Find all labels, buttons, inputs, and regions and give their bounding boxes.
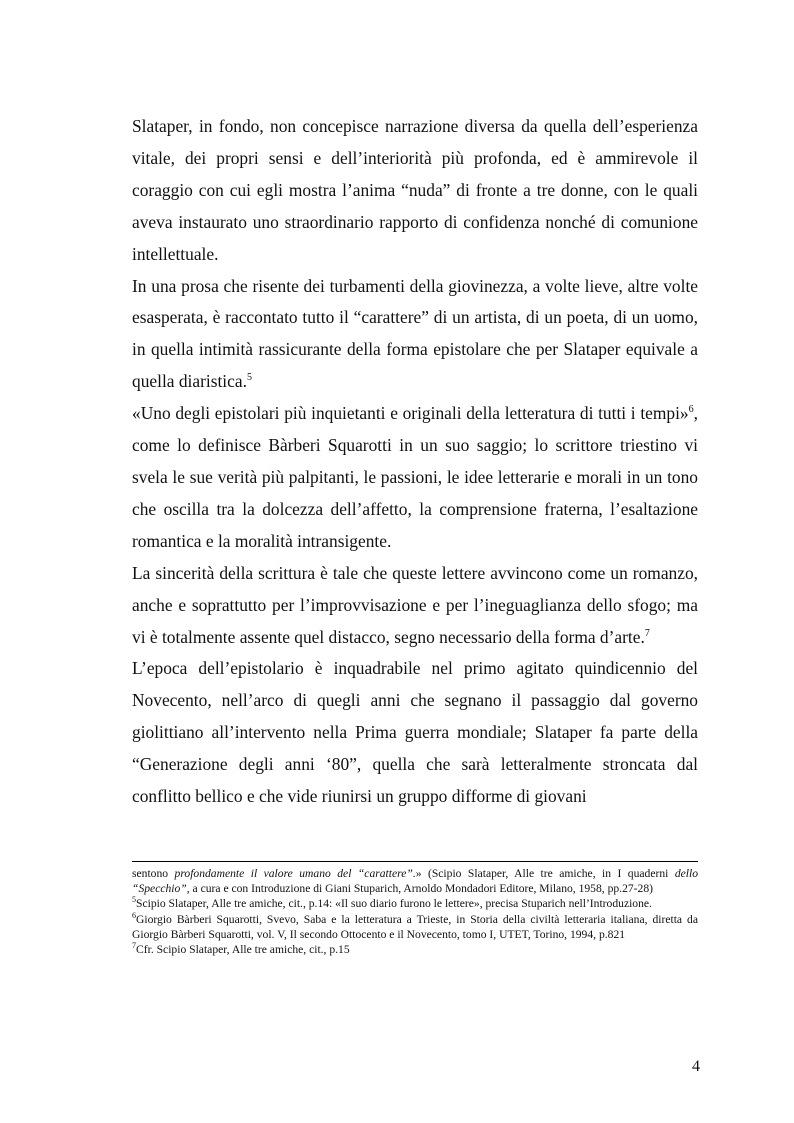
paragraph-text: Slataper, in fondo, non concepisce narrazione diversa da quella dell’esperienza vitale, dei propri sensi e dell’interiorità più profonda, ed è ammirevole il coraggio con cui egli mostra l’anima “nuda” di fronte a tre donne, con le quali aveva instaurato uno straordinario rapporto di confidenza nonché di comunione intellettuale. [132,116,698,264]
footnote-number: 6 [132,910,136,920]
footnote-text: Scipio Slataper, Alle tre amiche, cit., p.14: «Il suo diario furono le lettere», precisa Stuparich nell’Introduzione. [136,897,652,911]
footnote-text: Cfr. Scipio Slataper, Alle tre amiche, cit., p.15 [136,943,350,957]
body-text [132,111,698,813]
footnote-number: 7 [132,941,136,951]
paragraph-4 [132,558,698,654]
footnote-ref-6: 6 [688,404,694,416]
paragraph-3 [132,398,698,558]
footnote-text: sentono [132,867,175,880]
footnote-continuation [132,866,698,896]
paragraph-5 [132,653,698,813]
paragraph-2 [132,271,698,399]
footnote-text: Giorgio Bàrberi Squarotti, Svevo, Saba e la letteratura a Trieste, in Storia della civiltà letteraria italiana, diretta da Giorgio Bàrberi Squarotti, vol. V, Il secondo Ottocento e il Novecento, tomo I, UTET, Torino, 1994, p.821 [132,912,698,941]
footnote-text: , a cura e con Introduzione di Giani Stuparich, Arnoldo Mondadori Editore, Milano, 1958, pp.27-28) [186,882,653,896]
footnotes [132,866,698,957]
paragraph-text: In una prosa che risente dei turbamenti della giovinezza, a volte lieve, altre volte esasperata, è raccontato tutto il “carattere” di un artista, di un poeta, di un uomo, in quella intimità rassicurante della forma epistolare che per Slataper equivale a quella diaristica. [132,275,698,392]
footnote-ref-7: 7 [644,627,650,639]
paragraph-text: La sincerità della scrittura è tale che queste lettere avvincono come un romanzo, anche e soprattutto per l’improvvisazione e per l’ineguaglianza dello sfogo; ma vi è totalmente assente quel distacco, segno necessario della forma d’arte. [132,562,698,647]
footnote-separator [132,861,698,862]
footnote-italic-text: dello “Specchio” [132,867,698,896]
paragraph-text: L’epoca dell’epistolario è inquadrabile nel primo agitato quindicennio del Novecento, nell’arco di quegli anni che segnano il passaggio dal governo giolittiano all’intervento nella Prima guerra mondiale; Slataper fa parte della “Generazione degli anni ‘80”, quella che sarà letteralmente stroncata dal conflitto bellico e che vide riunirsi un gruppo difforme di giovani [132,658,698,807]
quoted-text: «Uno degli epistolari più inquietanti e originali della letteratura di tutti i tempi» [132,403,689,424]
footnote-number: 5 [132,895,136,905]
paragraph-text: , come lo definisce Bàrberi Squarotti in un suo saggio; lo scrittore triestino vi svela le sue verità più palpitanti, le passioni, le idee letterarie e morali in un tono che oscilla tra la dolcezza dell’affetto, la comprensione fraterna, l’esaltazione romantica e la moralità intransigente. [132,403,698,551]
page-number: 4 [692,1058,700,1075]
paragraph-1 [132,111,698,271]
footnote-text: » (Scipio Slataper, Alle tre amiche, in I quaderni [415,867,675,880]
footnote-5 [132,896,698,911]
footnote-6 [132,912,698,942]
footnote-7 [132,942,698,957]
footnote-italic-text: profondamente il valore umano del “carattere”. [174,867,416,880]
footnote-ref-5: 5 [246,372,252,384]
